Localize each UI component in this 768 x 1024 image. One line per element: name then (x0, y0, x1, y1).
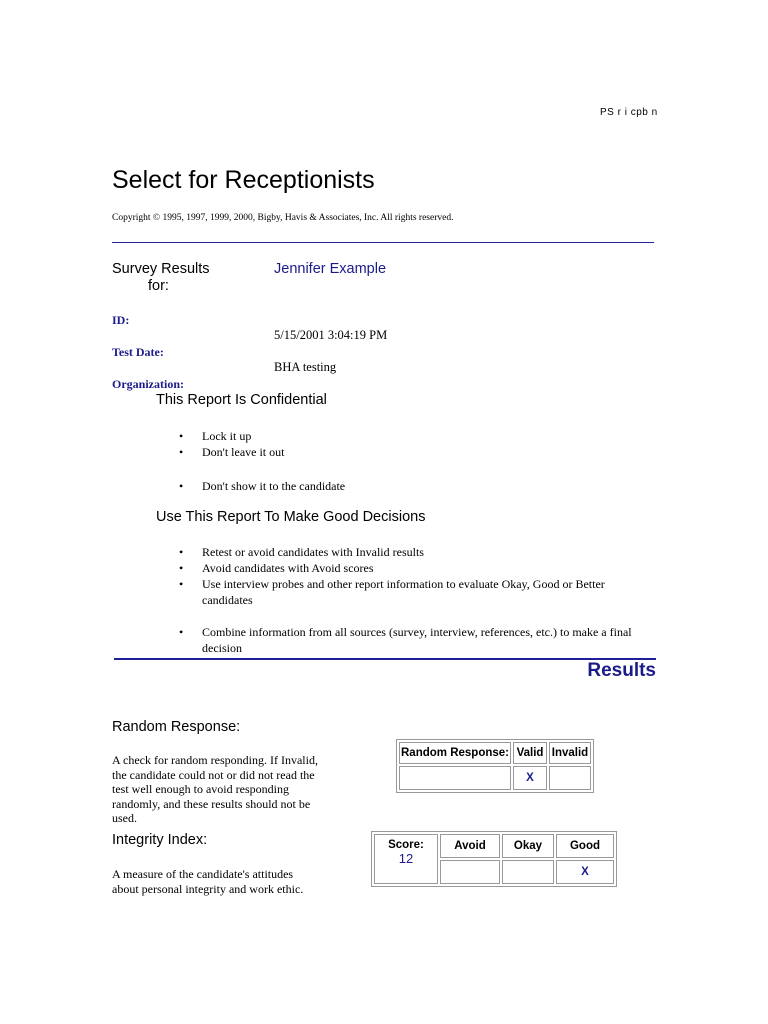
confidential-heading: This Report Is Confidential (156, 392, 327, 408)
header-divider (112, 242, 654, 243)
score-cell (374, 834, 438, 884)
random-response-col-header: Random Response: (399, 742, 511, 764)
list-item: • Lock it up (158, 428, 638, 444)
results-heading: Results (587, 660, 656, 681)
score-value: 12 (398, 851, 414, 866)
organization-value: BHA testing (274, 360, 337, 374)
list-item: • Don't leave it out (158, 444, 638, 460)
list-item: • Retest or avoid candidates with Invalid results (158, 544, 658, 560)
list-item: • Combine information from all sources (survey, interview, references, etc.) to make a final decision (158, 624, 658, 656)
organization-label: Organization: (112, 377, 184, 391)
good-mark: X (556, 860, 614, 884)
okay-mark (502, 860, 554, 884)
list-item: • Avoid candidates with Avoid scores (158, 560, 658, 576)
page-code: PS r i cpb n (600, 107, 658, 118)
id-label: ID: (112, 313, 130, 327)
invalid-mark (549, 766, 591, 790)
confidential-list (158, 428, 638, 494)
valid-col-header: Valid (513, 742, 547, 764)
decisions-list (158, 544, 658, 656)
random-response-cell (399, 766, 511, 790)
candidate-name: Jennifer Example (274, 261, 387, 277)
avoid-col-header: Avoid (440, 834, 500, 858)
list-item: • Don't show it to the candidate (158, 478, 638, 494)
survey-label-line1: Survey Results (112, 261, 210, 277)
test-date-value: 5/15/2001 3:04:19 PM (274, 328, 388, 342)
copyright-notice: Copyright © 1995, 1997, 1999, 2000, Bigby, Havis & Associates, Inc. All rights reserved. (112, 213, 454, 223)
survey-label-line2: for: (148, 278, 169, 294)
random-response-description: A check for random responding. If Invalid, the candidate could not or did not read the test well enough to avoid responding randomly, and these results should not be used. (112, 753, 318, 825)
good-col-header: Good (556, 834, 614, 858)
integrity-heading: Integrity Index: (112, 832, 208, 848)
valid-mark: X (513, 766, 547, 790)
integrity-description: A measure of the candidate's attitudes about personal integrity and work ethic. (112, 867, 304, 896)
random-response-table (396, 739, 594, 793)
avoid-mark (440, 860, 500, 884)
score-label: Score: (388, 839, 424, 851)
random-response-heading: Random Response: (112, 719, 241, 735)
survey-results-label (112, 261, 210, 295)
invalid-col-header: Invalid (549, 742, 591, 764)
page-title: Select for Receptionists (112, 166, 375, 194)
okay-col-header: Okay (502, 834, 554, 858)
list-item: • Use interview probes and other report information to evaluate Okay, Good or Better candidates (158, 576, 658, 608)
integrity-table (371, 831, 617, 887)
decisions-heading: Use This Report To Make Good Decisions (156, 509, 426, 525)
test-date-label: Test Date: (112, 345, 164, 359)
